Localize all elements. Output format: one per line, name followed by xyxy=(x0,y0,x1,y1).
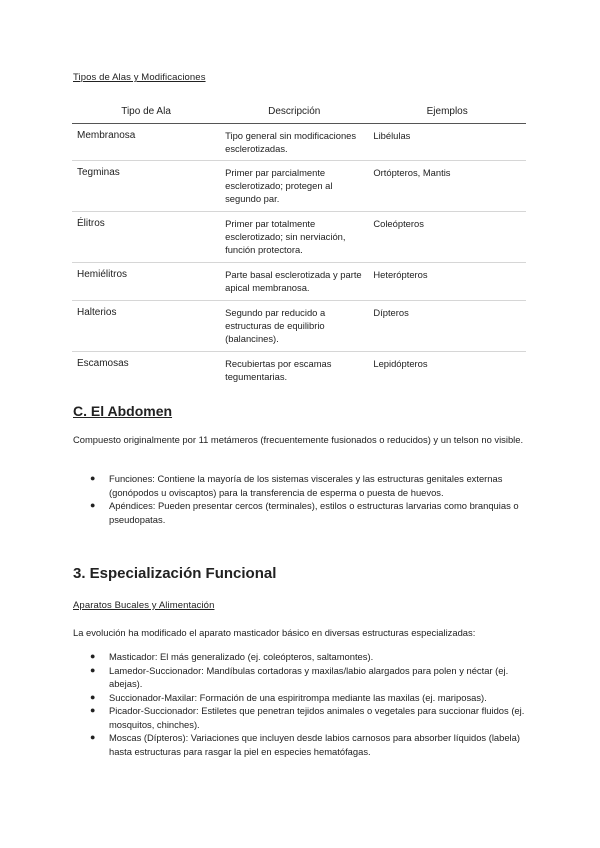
table-cell: Escamosas xyxy=(77,358,129,369)
list-item-text: Masticador: El más generalizado (ej. coleópteros, saltamontes). xyxy=(109,651,374,662)
table-cell: Recubiertas por escamas tegumentarias. xyxy=(225,358,332,382)
table-cell: Coleópteros xyxy=(368,212,526,263)
list-item-text: Lamedor-Succionador: Mandíbulas cortadoras y maxilas/labio alargados para polen y néctar (ej. abejas). xyxy=(109,664,509,689)
table-header-row xyxy=(72,99,526,124)
table-row xyxy=(72,301,526,352)
table-row xyxy=(72,161,526,212)
specialization-heading: 3. Especialización Funcional xyxy=(73,565,277,582)
abdomen-heading: C. El Abdomen xyxy=(73,403,173,419)
table-cell: Primer par parcialmente esclerotizado; protegen al segundo par. xyxy=(220,161,368,212)
wing-types-subtitle: Tipos de Alas y Modificaciones xyxy=(73,72,206,83)
list-item xyxy=(90,499,530,526)
list-item xyxy=(90,664,530,691)
list-item xyxy=(90,704,530,731)
table-cell: Segundo par reducido a estructuras de equilibrio (balancines). xyxy=(220,301,368,352)
bullet-icon: ● xyxy=(90,664,96,675)
list-item xyxy=(90,472,530,499)
table-cell: Libélulas xyxy=(368,124,526,161)
list-item-text: Succionador-Maxilar: Formación de una espiritrompa mediante las maxilas (ej. mariposas). xyxy=(109,691,487,703)
bullet-icon: ● xyxy=(90,651,96,661)
table-cell: Lepidópteros xyxy=(373,358,428,369)
list-item xyxy=(90,731,530,758)
table-cell: Primer par totalmente esclerotizado; sin nerviación, función protectora. xyxy=(220,212,368,263)
list-item-text: Funciones: Contiene la mayoría de los sistemas viscerales y las estructuras genitales externas (gonópodos u oviscaptos) para la transferencia de esperma o puesta de huevos. xyxy=(109,473,503,498)
table-header-cell: Descripción xyxy=(220,99,368,124)
table-header-cell: Tipo de Ala xyxy=(72,99,220,124)
table-cell: Hemiélitros xyxy=(72,263,220,301)
table-cell: Parte basal esclerotizada y parte apical membranosa. xyxy=(220,263,368,301)
bullet-icon: ● xyxy=(90,473,96,483)
list-item xyxy=(90,691,530,705)
table-row xyxy=(72,352,526,390)
table-cell: Tegminas xyxy=(72,161,220,212)
table-cell: Tipo general sin modificaciones esclerotizadas. xyxy=(220,124,368,161)
list-item-text: Apéndices: Pueden presentar cercos (terminales), estilos o estructuras larvarias como branquias o pseudopatas. xyxy=(109,500,519,525)
table-row xyxy=(72,124,526,161)
table-cell: Heterópteros xyxy=(368,263,526,301)
wing-types-table xyxy=(72,99,526,390)
table-cell: Élitros xyxy=(72,212,220,263)
table-row xyxy=(72,212,526,263)
specialization-intro: La evolución ha modificado el aparato masticador básico en diversas estructuras especializadas: xyxy=(73,627,476,638)
list-item xyxy=(90,650,530,664)
table-cell: Membranosa xyxy=(72,124,220,161)
bullet-icon: ● xyxy=(90,691,96,702)
mouthparts-bullet-list xyxy=(90,650,530,758)
abdomen-bullet-list xyxy=(90,472,530,526)
table-row xyxy=(72,263,526,301)
table-cell: Dípteros xyxy=(368,301,526,352)
bullet-icon: ● xyxy=(90,732,96,742)
list-item-text: Moscas (Dípteros): Variaciones que incluyen desde labios carnosos para absorber líquidos (labela) hasta estructuras para rasgar la piel en especies hematófagas. xyxy=(109,732,520,757)
table-cell: Ortópteros, Mantis xyxy=(368,161,526,212)
table-cell: Halterios xyxy=(72,301,220,352)
table-header-cell: Ejemplos xyxy=(368,99,526,124)
list-item-text: Picador-Succionador: Estiletes que penetran tejidos animales o vegetales para succionar fluidos (ej. mosquitos, chinches). xyxy=(109,705,525,730)
bullet-icon: ● xyxy=(90,500,96,510)
bullet-icon: ● xyxy=(90,705,96,715)
mouthparts-subtitle: Aparatos Bucales y Alimentación xyxy=(73,600,215,611)
abdomen-intro: Compuesto originalmente por 11 metámeros (frecuentemente fusionados o reducidos) y un telson no visible. xyxy=(73,434,524,445)
